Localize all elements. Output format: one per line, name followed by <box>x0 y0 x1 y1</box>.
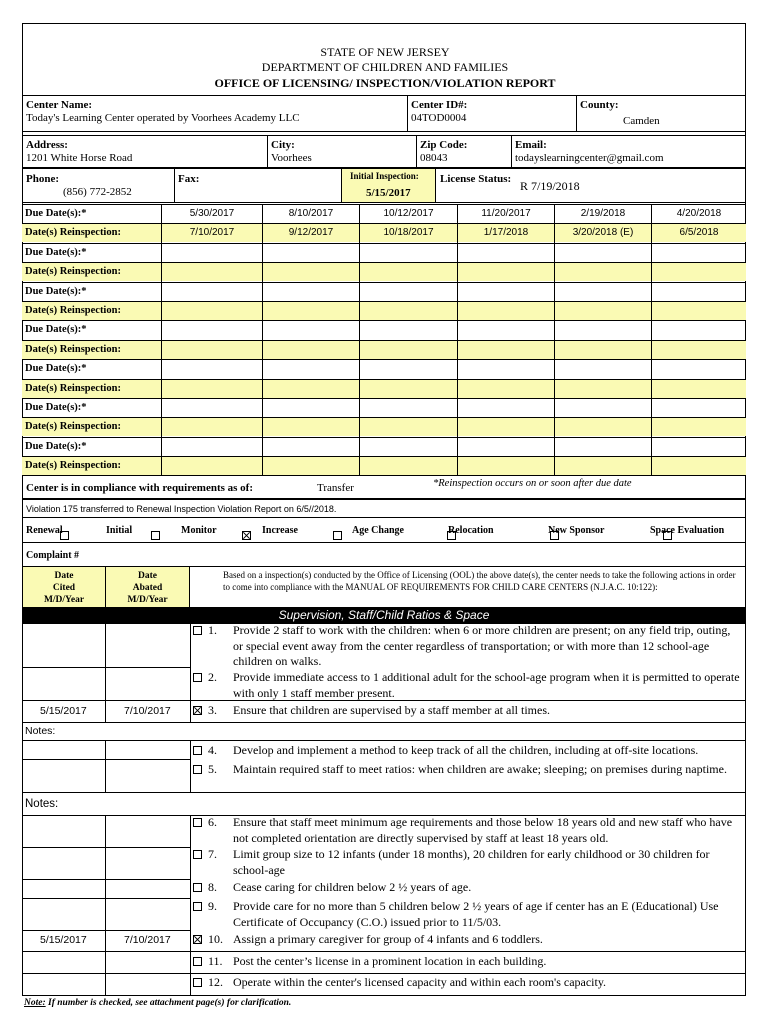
due-dates-row <box>22 320 746 339</box>
date-abated-header-text: Date Abated M/D/Year <box>127 571 168 605</box>
purpose-label-space-evaluation: Space Evaluation <box>650 525 725 536</box>
date-cell <box>457 283 554 302</box>
date-cell <box>262 283 359 302</box>
requirement-checkbox[interactable] <box>193 746 202 755</box>
date-cell: 11/20/2017 <box>457 205 554 224</box>
date-cell: 9/12/2017 <box>262 224 359 243</box>
initial-inspection-box <box>341 168 436 203</box>
purpose-label-increase: Increase <box>262 525 298 536</box>
reinspection-dates-row <box>22 301 746 320</box>
date-cell <box>161 244 262 263</box>
due-dates-label: Due Date(s):* <box>25 285 87 297</box>
reinspection-dates-label: Date(s) Reinspection: <box>25 305 121 316</box>
date-cell <box>161 283 262 302</box>
date-cell <box>262 438 359 457</box>
requirement-number: 6. <box>208 815 217 829</box>
date-cell <box>262 457 359 476</box>
requirement-number: 2. <box>208 670 217 684</box>
date-cell: 7/10/2017 <box>161 224 262 243</box>
date-cell <box>457 263 554 282</box>
date-cell <box>359 341 457 360</box>
compliance-label: Center is in compliance with requirements as of: <box>26 482 254 494</box>
date-abated-value: 7/10/2017 <box>124 705 171 717</box>
column-divider <box>105 815 106 995</box>
zip-value: 08043 <box>420 152 448 164</box>
date-cell <box>359 263 457 282</box>
date-cell <box>651 283 746 302</box>
date-cell <box>651 457 746 476</box>
date-abated-header <box>105 566 190 608</box>
license-status-value: R 7/19/2018 <box>520 179 580 193</box>
date-cell <box>554 263 651 282</box>
date-cell <box>554 399 651 418</box>
date-cell <box>262 341 359 360</box>
requirement-text: Provide care for no more than 5 children below 2 ½ years of age if center has an E (Educational) Use Certificate of Occupancy (C.O.) issued prior to 11/5/03. <box>233 899 719 929</box>
requirement-text: Provide 2 staff to work with the children: when 6 or more children are present; on any field trip, outing, or special event away from the center regardless of transportation; or with more than 12 school-age children on walks. <box>233 623 731 668</box>
date-cell: 4/20/2018 <box>651 205 746 224</box>
date-cell <box>359 283 457 302</box>
requirement-checkbox[interactable] <box>193 935 202 944</box>
due-dates-label: Due Date(s):* <box>25 402 87 413</box>
date-cell <box>651 360 746 379</box>
date-cell <box>457 321 554 340</box>
compliance-row <box>22 475 746 499</box>
date-cell <box>554 244 651 263</box>
date-cell: 1/17/2018 <box>457 224 554 243</box>
date-cell <box>262 399 359 418</box>
date-cell: 6/5/2018 <box>651 224 746 243</box>
date-cell: 5/30/2017 <box>161 205 262 224</box>
purpose-checkbox-renewal[interactable] <box>60 531 69 540</box>
date-cell <box>554 457 651 476</box>
date-cell <box>554 438 651 457</box>
due-dates-label: Due Date(s):* <box>25 246 87 258</box>
date-cell <box>161 360 262 379</box>
requirement-text: Cease caring for children below 2 ½ years of age. <box>233 880 472 894</box>
date-cell <box>359 418 457 437</box>
date-cell <box>651 380 746 399</box>
row-divider <box>22 722 746 723</box>
reinspection-dates-label: Date(s) Reinspection: <box>25 266 121 278</box>
reinspection-dates-row <box>22 223 746 242</box>
purpose-label-monitor: Monitor <box>181 525 217 536</box>
office-title: OFFICE OF LICENSING/ INSPECTION/VIOLATION REPORT <box>214 76 556 90</box>
date-cell <box>359 360 457 379</box>
requirement-checkbox[interactable] <box>193 706 202 715</box>
date-cell <box>554 360 651 379</box>
requirement-checkbox[interactable] <box>193 765 202 774</box>
reinspection-dates-row <box>22 340 746 359</box>
due-dates-label: Due Date(s):* <box>25 324 87 336</box>
requirement-checkbox[interactable] <box>193 673 202 682</box>
due-dates-row <box>22 359 746 378</box>
date-cell <box>651 302 746 321</box>
date-cell <box>457 360 554 379</box>
due-dates-row <box>22 282 746 301</box>
reinspection-dates-label: Date(s) Reinspection: <box>25 382 121 394</box>
center-name-box <box>22 95 408 132</box>
requirement-number: 1. <box>208 623 217 637</box>
row-divider <box>22 898 190 899</box>
column-divider <box>105 624 106 722</box>
date-cell <box>161 399 262 418</box>
address-box <box>22 135 268 168</box>
date-cell: 10/12/2017 <box>359 205 457 224</box>
date-cell <box>262 360 359 379</box>
date-cited-header-text: Date Cited M/D/Year <box>43 571 85 605</box>
date-cell <box>554 302 651 321</box>
row-divider <box>22 667 190 668</box>
requirement-number: 10. <box>208 932 223 946</box>
row-divider <box>22 792 746 793</box>
purpose-label-initial: Initial <box>106 525 133 536</box>
row-divider <box>22 740 746 741</box>
date-cell <box>651 244 746 263</box>
date-cell <box>651 399 746 418</box>
purpose-label-relocation: Relocation <box>448 525 494 536</box>
requirement-text: Develop and implement a method to keep track of all the children, including at off-site locations. <box>233 743 699 757</box>
date-cell <box>359 438 457 457</box>
email-value: todayslearningcenter@gmail.com <box>515 152 664 164</box>
phone-box <box>22 168 175 203</box>
reinspection-dates-row <box>22 417 746 436</box>
date-cell <box>161 302 262 321</box>
date-cell <box>161 380 262 399</box>
fax-box <box>174 168 342 203</box>
center-id-label: Center ID#: <box>411 99 468 111</box>
requirement-checkbox[interactable] <box>193 883 202 892</box>
center-id-value: 04TOD0004 <box>411 112 467 124</box>
requirement-number: 11. <box>208 954 223 968</box>
address-value: 1201 White Horse Road <box>26 152 133 164</box>
email-label: Email: <box>515 139 547 151</box>
due-dates-row <box>22 398 746 417</box>
requirement-checkbox[interactable] <box>193 978 202 987</box>
purpose-label-new-sponsor: New Sponsor <box>548 525 605 536</box>
requirement-number: 3. <box>208 703 217 717</box>
due-dates-row <box>22 204 746 223</box>
requirement-checkbox[interactable] <box>193 818 202 827</box>
email-box <box>511 135 746 168</box>
date-cell: 3/20/2018 (E) <box>554 224 651 243</box>
city-label: City: <box>271 139 295 151</box>
center-name-value: Today's Learning Center operated by Voorhees Academy LLC <box>26 112 300 124</box>
city-value: Voorhees <box>271 152 312 164</box>
date-cell <box>554 380 651 399</box>
row-divider <box>22 879 190 880</box>
date-cell <box>651 341 746 360</box>
due-dates-label: Due Date(s):* <box>25 208 87 219</box>
date-cell <box>359 321 457 340</box>
requirement-text: Operate within the center's licensed capacity and within each room's capacity. <box>233 975 607 989</box>
requirement-text: Post the center’s license in a prominent location in each building. <box>233 954 547 968</box>
license-status-box <box>435 168 746 203</box>
county-label: County: <box>580 99 619 111</box>
date-cell <box>457 380 554 399</box>
column-divider <box>105 740 106 792</box>
violation-note-row <box>22 499 746 518</box>
reinspection-note: *Reinspection occurs on or soon after due date <box>433 478 632 489</box>
requirement-checkbox[interactable] <box>193 957 202 966</box>
date-cell <box>554 418 651 437</box>
column-divider <box>190 740 191 792</box>
date-cell: 8/10/2017 <box>262 205 359 224</box>
violation-note: Violation 175 transferred to Renewal Inspection Violation Report on 6/5//2018. <box>26 504 337 514</box>
requirement-text: Limit group size to 12 infants (under 18 months), 20 children for early childhood or 30 children for school-age <box>233 847 710 877</box>
row-divider <box>22 930 190 931</box>
reinspection-dates-row <box>22 379 746 398</box>
city-box <box>267 135 417 168</box>
reinspection-dates-label: Date(s) Reinspection: <box>25 421 121 433</box>
date-cell <box>457 418 554 437</box>
center-name-label: Center Name: <box>26 99 93 111</box>
instructions-text: Based on a inspection(s) conducted by the Office of Licensing (OOL) the above date(s), the center needs to take the following actions in order to come into compliance with the MANUAL OF REQUIREMENTS FOR CHILD CARE CENTERS (N.J.A.C. 10:122): <box>223 570 736 592</box>
due-dates-label: Due Date(s):* <box>25 440 87 452</box>
reinspection-dates-row <box>22 456 746 475</box>
initial-inspection-label: Initial Inspection: <box>350 171 419 181</box>
due-dates-row <box>22 243 746 262</box>
date-cell <box>554 321 651 340</box>
requirement-checkbox[interactable] <box>193 902 202 911</box>
department-title: DEPARTMENT OF CHILDREN AND FAMILIES <box>261 60 509 74</box>
date-cell <box>651 438 746 457</box>
address-label: Address: <box>26 139 68 151</box>
requirement-number: 7. <box>208 847 217 861</box>
phone-label: Phone: <box>26 173 59 185</box>
phone-value: (856) 772-2852 <box>63 186 132 198</box>
requirement-number: 8. <box>208 880 217 894</box>
date-cell <box>161 438 262 457</box>
date-cell <box>457 438 554 457</box>
requirement-checkbox[interactable] <box>193 626 202 635</box>
requirement-number: 12. <box>208 975 223 989</box>
date-cell: 2/19/2018 <box>554 205 651 224</box>
date-cell <box>457 457 554 476</box>
date-cell <box>262 380 359 399</box>
fax-label: Fax: <box>178 173 200 185</box>
county-value: Camden <box>623 115 660 127</box>
date-cell <box>262 263 359 282</box>
section-title: Supervision, Staff/Child Ratios & Space <box>22 607 746 624</box>
date-cell <box>457 302 554 321</box>
date-cited-value: 5/15/2017 <box>40 934 87 946</box>
due-dates-row <box>22 437 746 456</box>
date-cell <box>457 399 554 418</box>
row-divider <box>22 973 746 974</box>
date-cell <box>359 380 457 399</box>
reinspection-dates-row <box>22 262 746 281</box>
county-box <box>576 95 746 132</box>
date-cell <box>161 457 262 476</box>
license-status-label: License Status: <box>440 173 512 185</box>
purpose-label-renewal: Renewal <box>26 525 63 536</box>
reinspection-dates-label: Date(s) Reinspection: <box>25 343 121 355</box>
date-cell <box>262 321 359 340</box>
requirement-number: 4. <box>208 743 217 757</box>
date-cell <box>262 244 359 263</box>
date-cell <box>161 263 262 282</box>
date-cell <box>161 418 262 437</box>
reinspection-dates-label: Date(s) Reinspection: <box>25 227 121 239</box>
purpose-checkbox-monitor[interactable] <box>242 531 251 540</box>
date-cell <box>161 321 262 340</box>
initial-inspection-value: 5/15/2017 <box>366 187 411 199</box>
date-cell <box>359 399 457 418</box>
date-cited-header <box>22 566 106 608</box>
column-divider <box>190 624 191 722</box>
date-cell <box>651 321 746 340</box>
center-id-box <box>407 95 577 132</box>
requirement-number: 9. <box>208 899 217 913</box>
row-divider <box>22 847 190 848</box>
reinspection-dates-label: Date(s) Reinspection: <box>25 460 121 472</box>
date-cell <box>554 283 651 302</box>
date-cell <box>457 244 554 263</box>
date-cell <box>262 302 359 321</box>
date-cited-value: 5/15/2017 <box>40 705 87 717</box>
requirement-text: Provide immediate access to 1 additional adult for the school-age program when it is permitted to operate with only 1 staff member present. <box>233 670 740 700</box>
requirement-text: Ensure that children are supervised by a staff member at all times. <box>233 703 551 717</box>
date-cell <box>457 341 554 360</box>
footer-note <box>24 998 291 1008</box>
divider <box>22 542 746 543</box>
compliance-value: Transfer <box>317 482 354 494</box>
purpose-checkbox-increase[interactable] <box>333 531 342 540</box>
footer-note-text: If number is checked, see attachment page(s) for clarification. <box>45 998 292 1008</box>
requirement-text: Ensure that staff meet minimum age requirements and those below 18 years old and new staff who have not completed orientation are directly supervised by staff at least 18 years old. <box>233 815 733 845</box>
zip-label: Zip Code: <box>420 139 468 151</box>
row-divider <box>22 951 746 952</box>
row-divider <box>22 759 190 760</box>
requirement-text: Maintain required staff to meet ratios: when children are awake; sleeping; on premises during naptime. <box>233 762 727 776</box>
date-cell <box>651 263 746 282</box>
date-cell <box>359 457 457 476</box>
purpose-checkbox-initial[interactable] <box>151 531 160 540</box>
date-cell <box>161 341 262 360</box>
state-title: STATE OF NEW JERSEY <box>320 45 450 59</box>
date-cell <box>651 418 746 437</box>
complaint-label: Complaint # <box>26 550 80 561</box>
date-cell <box>359 244 457 263</box>
requirement-checkbox[interactable] <box>193 850 202 859</box>
column-divider <box>190 815 191 995</box>
notes-label-1: Notes: <box>25 725 56 737</box>
due-dates-label: Due Date(s):* <box>25 363 87 375</box>
notes-label-2: Notes: <box>25 798 59 810</box>
date-cell <box>262 418 359 437</box>
purpose-label-age-change: Age Change <box>352 525 404 536</box>
date-cell <box>359 302 457 321</box>
footer-note-prefix: Note: <box>24 998 46 1008</box>
date-cell: 10/18/2017 <box>359 224 457 243</box>
zip-box <box>416 135 512 168</box>
requirement-number: 5. <box>208 762 217 776</box>
date-cell <box>554 341 651 360</box>
date-abated-value: 7/10/2017 <box>124 934 171 946</box>
requirement-text: Assign a primary caregiver for group of 4 infants and 6 toddlers. <box>233 932 543 946</box>
